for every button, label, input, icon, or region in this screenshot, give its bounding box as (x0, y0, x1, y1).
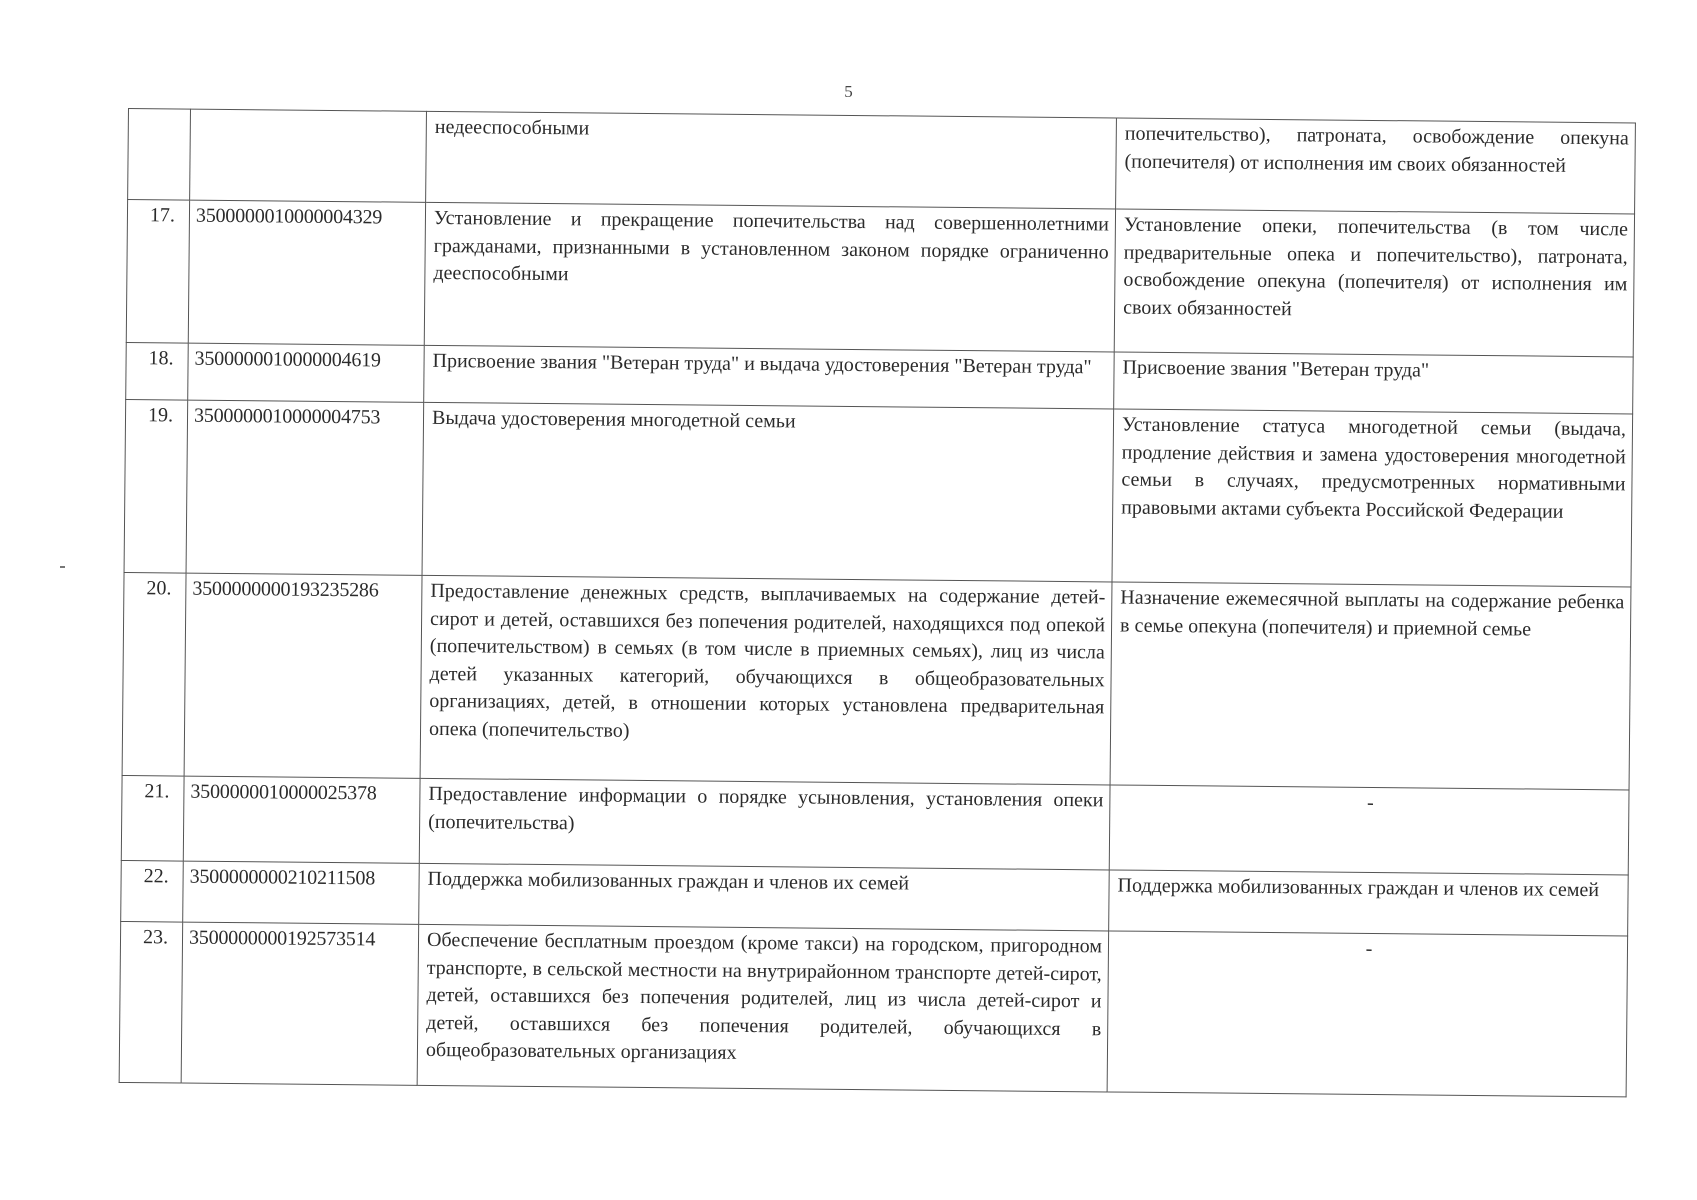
row-number: 22. (121, 860, 184, 922)
service-name: Поддержка мобилизованных граждан и членов их семей (419, 863, 1110, 931)
related-service: Поддержка мобилизованных граждан и членов их семей (1109, 870, 1629, 936)
service-code: 3500000010000004329 (188, 200, 425, 345)
service-code: 3500000000192573514 (181, 922, 419, 1085)
related-service: Установление опеки, попечительства (в том числе предварительные опека и попечительство), патроната, освобождение опекуна (попечителя) от исполнения им своих обязанностей (1114, 209, 1634, 357)
table-row (126, 200, 1634, 357)
service-name: Установление и прекращение попечительства над совершеннолетними гражданами, признанными в установленном законом порядке ограниченно дееспособными (424, 202, 1115, 352)
related-service: попечительство), патроната, освобождение опекуна (попечителя) от исполнения им своих обязанностей (1116, 118, 1636, 214)
service-code: 3500000010000004753 (186, 400, 424, 575)
related-service: Присвоение звания "Ветеран труда" (1114, 352, 1634, 414)
service-name: Обеспечение бесплатным проездом (кроме такси) на городском, пригородном транспорте, в сельской местности на внутрирайонном транспорте детей-сирот, детей, оставшихся без попечения родителей, лиц из числа детей-сирот и детей, оставшихся без попечения родителей, обучающихся в общеобразовательных организациях (417, 924, 1109, 1092)
table-row (121, 775, 1629, 874)
table-row (122, 572, 1631, 789)
scan-artifact (60, 566, 65, 568)
services-table (119, 108, 1636, 1097)
related-service: - (1109, 785, 1629, 875)
service-name: Выдача удостоверения многодетной семьи (422, 402, 1114, 582)
related-service: Назначение ежемесячной выплаты на содержание ребенка в семье опекуна (попечителя) и приемной семье (1110, 582, 1631, 790)
row-number: 19. (124, 399, 188, 573)
table-row (128, 109, 1636, 214)
service-name: Предоставление информации о порядке усыновления, установления опеки (попечительства) (419, 778, 1110, 870)
row-number (128, 109, 191, 201)
row-number: 21. (121, 775, 184, 861)
service-code (190, 109, 427, 202)
row-number: 23. (119, 921, 183, 1083)
related-service: - (1107, 931, 1628, 1097)
related-service: Установление статуса многодетной семьи (выдача, продление действия и замена удостоверения многодетной семьи в случаях, предусмотренных нормативными правовыми актами субъекта Российской Федерации (1112, 409, 1633, 587)
service-code: 3500000000210211508 (183, 861, 420, 924)
row-number: 17. (126, 200, 189, 344)
service-name: Предоставление денежных средств, выплачиваемых на содержание детей-сирот и детей, оставшихся без попечения родителей, находящихся под опекой (попечительством) в семьях (в том числе в приемных семьях), лиц из числа детей указанных категорий, обучающихся в общеобразовательных организациях, детей, в отношении которых установлена предварительная опека (попечительство) (420, 575, 1112, 785)
page-number: 5 (844, 82, 853, 101)
service-code: 3500000000193235286 (184, 573, 422, 778)
table-row (119, 921, 1627, 1096)
service-name: недееспособными (426, 111, 1117, 209)
service-code: 3500000010000004619 (188, 343, 425, 402)
row-number: 18. (126, 342, 189, 400)
table-row (124, 399, 1633, 586)
row-number: 20. (122, 572, 186, 776)
service-code: 3500000010000025378 (183, 776, 420, 863)
service-name: Присвоение звания "Ветеран труда" и выдача удостоверения "Ветеран труда" (424, 345, 1115, 409)
